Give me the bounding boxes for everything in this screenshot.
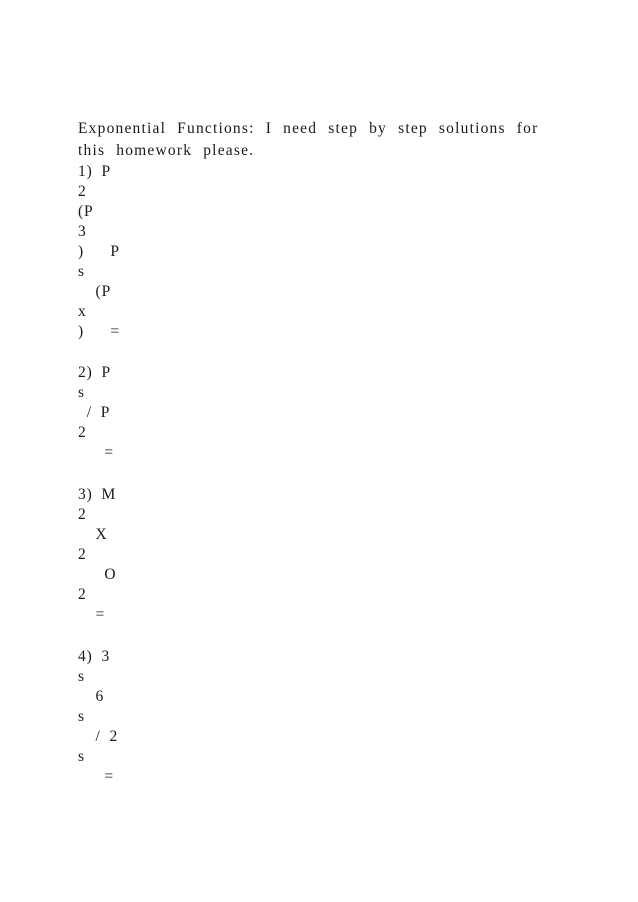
text-line: 3 [78,223,87,240]
text-line: / P [78,404,111,421]
text-line: 1) P [78,163,112,180]
text-line: = [78,768,114,785]
text-line: X [78,526,108,543]
text-line: ) P [78,243,120,260]
text-line: 2 [78,546,87,563]
text-line: (P [78,283,112,300]
text-line: = [78,606,106,623]
text-line: s [78,748,85,765]
text-line: 6 [78,688,105,705]
text-line: O [78,566,117,583]
text-line: 3) M [78,486,117,503]
text-line: 2 [78,424,87,441]
text-line: x [78,303,87,320]
text-line: s [78,263,85,280]
text-line: ) = [78,323,121,340]
text-line: s [78,708,85,725]
text-line: s [78,668,85,685]
text-line: 2 [78,183,87,200]
text-line: / 2 [78,728,119,745]
text-line: s [78,384,85,401]
document-heading [78,118,548,162]
text-line: 2) P [78,364,112,381]
text-line: = [78,444,114,461]
text-line: 4) 3 [78,648,111,665]
heading-line-1: Exponential Functions: I need step by step solutions for [78,120,539,137]
text-line: (P [78,203,94,220]
heading-line-2: this homework please. [78,142,255,159]
text-line: 2 [78,586,87,603]
text-line: 2 [78,506,87,523]
